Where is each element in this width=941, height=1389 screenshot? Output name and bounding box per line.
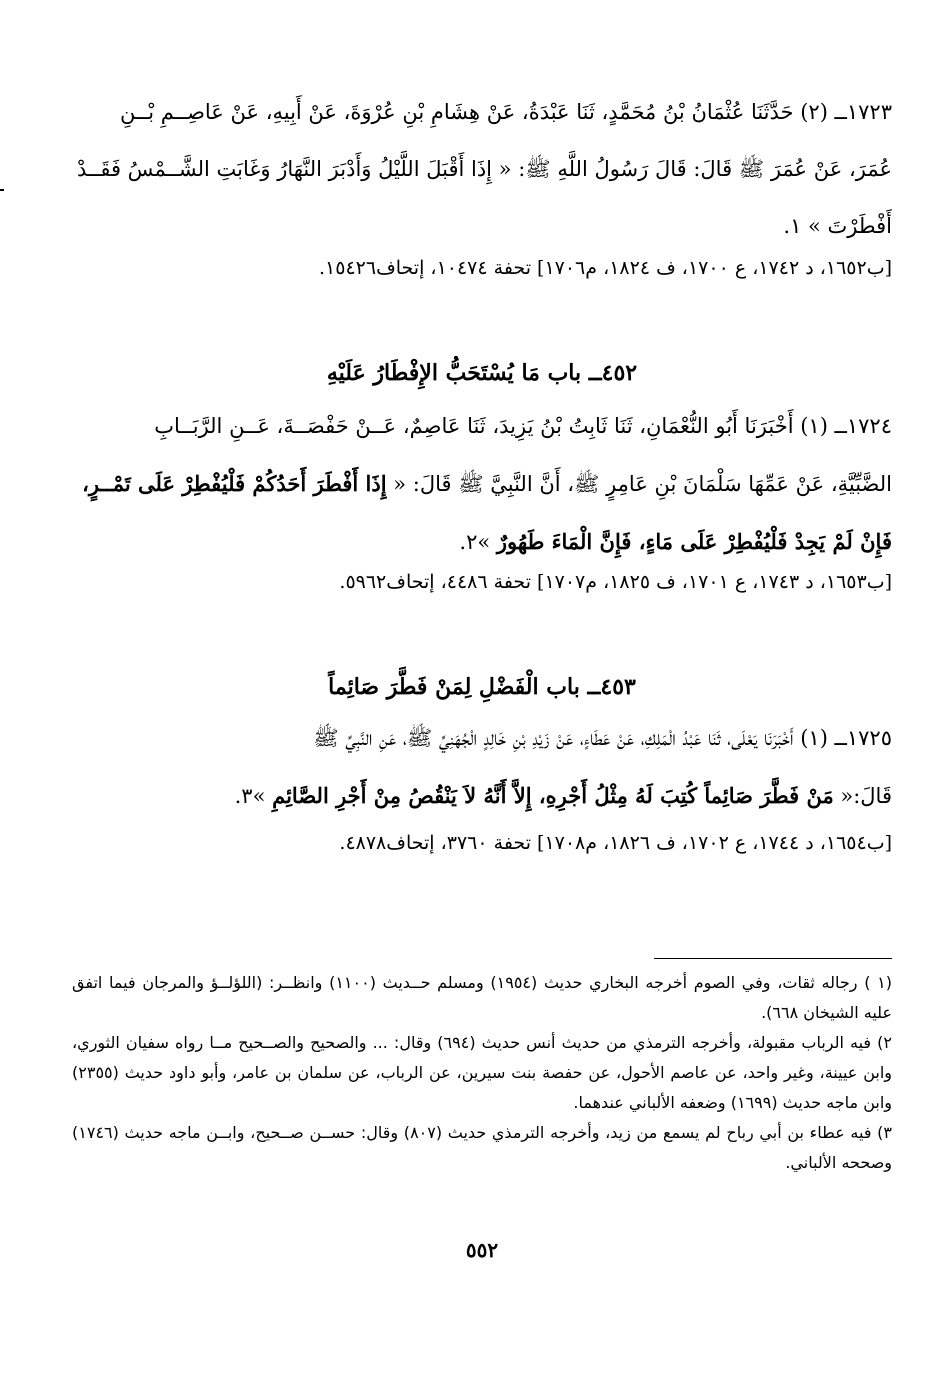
hadith-1725-line-1: ١٧٢٥ــ (١) أَخْبَرَنَا يَعْلَى، ثَنَا عَبْدُ الْمَلِكِ، عَنْ عَطَاءٍ، عَنْ زَيْدِ بْنِ خَالِدٍ الْجُهَنِيِّ ﷺ، عَنِ النَّبِيِّ ﷺ xyxy=(313,726,892,750)
chapter-452-heading: ٤٥٢ــ باب مَا يُسْتَحَبُّ الإِفْطَارُ عَلَيْهِ xyxy=(326,360,638,386)
hadith-1724-line-1: ١٧٢٤ــ (١) أَخْبَرَنَا أَبُو النُّعْمَانِ، ثَنَا ثَابِتُ بْنُ يَزِيدَ، ثَنَا عَاصِمٌ، عَــنْ حَفْصَــةَ، عَــنِ الرَّبَــابِ xyxy=(154,414,892,438)
hadith-1725 xyxy=(72,710,892,825)
hadith-1723 xyxy=(72,84,892,255)
footnotes xyxy=(72,968,892,1178)
hadith-1724-reference: [ب١٦٥٣، د ١٧٤٣، ع ١٧٠١، ف ١٨٢٥، م١٧٠٧] تحفة ٤٤٨٦، إتحاف٥٩٦٢. xyxy=(339,571,892,593)
hadith-1723-line-1: ١٧٢٣ــ (٢) حَدَّثَنَا عُثْمَانُ بْنُ مُحَمَّدٍ، ثَنَا عَبْدَةُ، عَنْ هِشَامِ بْنِ عُرْوَةَ، عَنْ أَبِيهِ، عَنْ عَاصِــمِ بْــنِ xyxy=(119,100,892,124)
hadith-1725-line-2 xyxy=(72,767,892,825)
footnote-2: ٢) فيه الرباب مقبولة، وأخرجه الترمذي من حديث أنس حديث (٦٩٤) وقال: ... والصحيح والصــحيح مــا رواه سفيان الثوري، وابن عيينة، وغير واحد، عن عاصم الأحول، عن حفصة بنت سيرين، عن الرباب، عن سلمان بن عامر، وأبو داود حديث (٢٣٥٥) وابن ماجه حديث (١٦٩٩) وضعفه الألباني عندهما. xyxy=(72,1033,892,1112)
hadith-1724 xyxy=(72,398,892,571)
hadith-1724-line-2-text: الضَّبِّيَّةِ، عَنْ عَمِّهَا سَلْمَانَ بْنِ عَامِرٍ ﷺ، أَنَّ النَّبِيَّ ﷺ قَالَ: « xyxy=(386,472,892,496)
hadith-1724-matn-end: فَإِنْ لَمْ يَجِدْ فَلْيُفْطِرْ عَلَى مَاءٍ، فَإِنَّ الْمَاءَ طَهُورٌ xyxy=(496,529,892,554)
hadith-1725-footnote-ref: »٣. xyxy=(234,784,273,808)
hadith-1723-line-2: عُمَرَ، عَنْ عُمَرَ ﷺ قَالَ: قَالَ رَسُولُ اللَّهِ ﷺ: « إِذَا أَقْبَلَ اللَّيْلُ وَأَدْبَرَ النَّهَارُ وَغَابَتِ الشَّــمْسُ فَقَــدْ xyxy=(77,157,892,181)
document-page xyxy=(72,0,892,1389)
footnote-separator xyxy=(654,958,892,959)
hadith-1725-matn: مَنْ فَطَّرَ صَائِماً كُتِبَ لَهُ مِثْلُ أَجْرِهِ، إِلاَّ أَنَّهُ لاَ يَنْقُصُ مِنْ أَجْرِ الصَّائِمِ xyxy=(272,783,834,808)
hadith-1723-reference: [ب١٦٥٢، د ١٧٤٢، ع ١٧٠٠، ف ١٨٢٤، م١٧٠٦] تحفة ١٠٤٧٤، إتحاف١٥٤٢٦. xyxy=(318,257,892,279)
hadith-1725-reference: [ب١٦٥٤، د ١٧٤٤، ع ١٧٠٢، ف ١٨٢٦، م١٧٠٨] تحفة ٣٧٦٠، إتحاف٤٨٧٨. xyxy=(339,832,892,854)
footnote-3: ٣) فيه عطاء بن أبي رباح لم يسمع من زيد، وأخرجه الترمذي حديث (٨٠٧) وقال: حســن صــحيح، وابــن ماجه حديث (١٧٤٦) وصححه الألباني. xyxy=(72,1123,893,1172)
scan-edge-mark xyxy=(0,189,4,191)
hadith-1725-line-2-text: قَالَ:« xyxy=(833,784,892,808)
hadith-1724-footnote-ref: »٢. xyxy=(459,530,497,554)
page-number: ٥٥٢ xyxy=(465,1238,499,1262)
hadith-1724-line-3 xyxy=(72,513,892,571)
hadith-1724-line-2 xyxy=(72,455,892,513)
chapter-453-heading: ٤٥٣ــ باب الْفَضْلِ لِمَنْ فَطَّرَ صَائِماً xyxy=(328,674,636,700)
hadith-1723-line-3: أَفْطَرْتَ » ١. xyxy=(783,214,892,238)
hadith-1724-matn-start: إِذَا أَفْطَرَ أَحَدُكُمْ فَلْيُفْطِرْ عَلَى تَمْــرٍ، xyxy=(82,471,387,496)
footnote-1: (١ ) رجاله ثقات، وفي الصوم أخرجه البخاري حديث (١٩٥٤) ومسلم حــديث (١١٠٠) وانظــر: (اللؤلــؤ والمرجان فيما اتفق عليه الشيخان ٦٦٨). xyxy=(72,973,892,1022)
